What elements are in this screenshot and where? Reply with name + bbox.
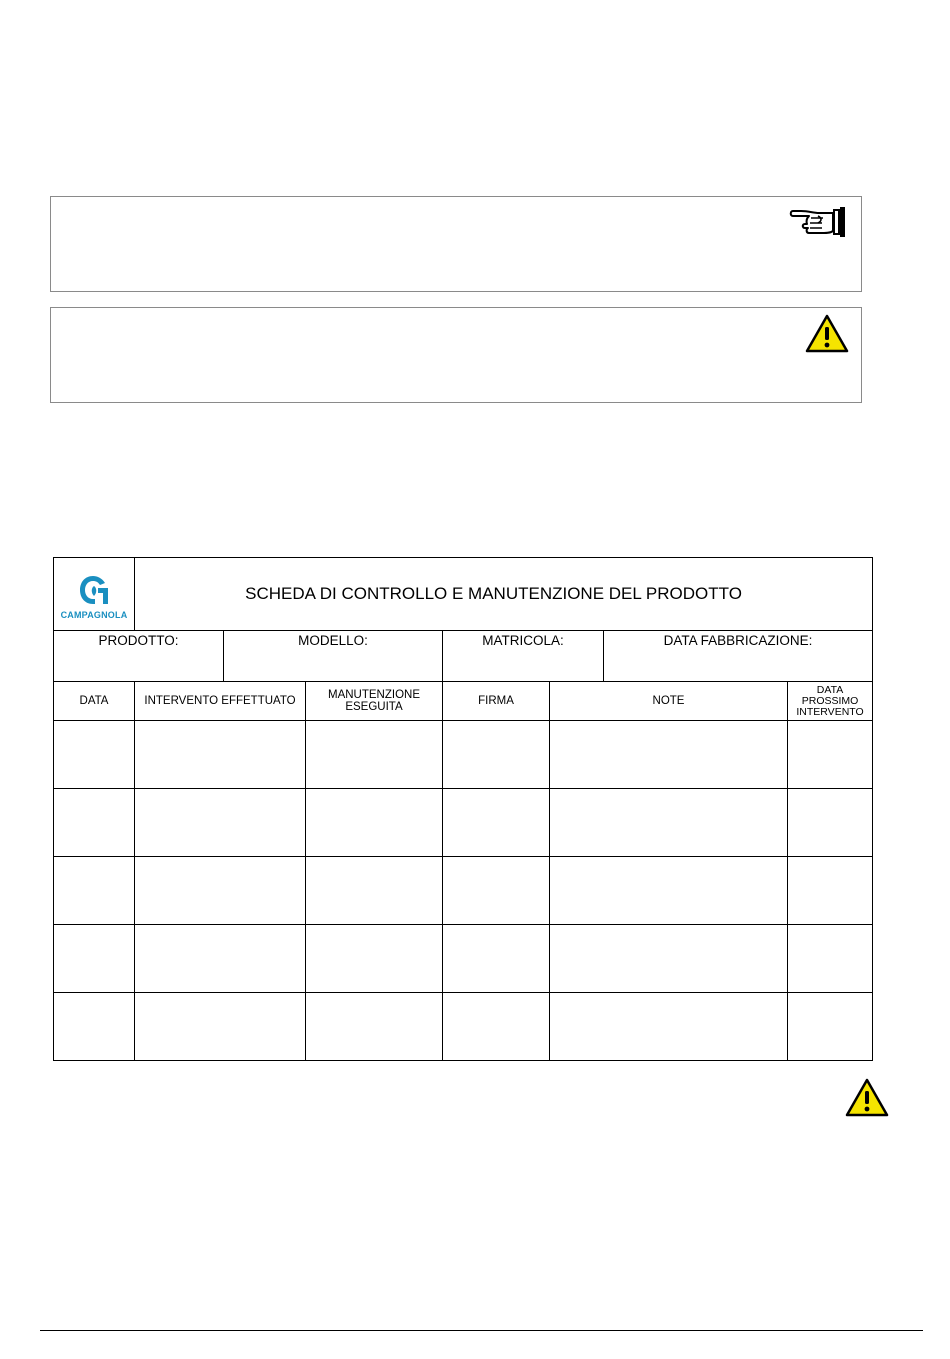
table-cell[interactable] — [306, 789, 443, 857]
table-cell[interactable] — [550, 789, 788, 857]
column-header-next-date: DATA PROSSIMO INTERVENTO — [788, 682, 873, 721]
warning-triangle-icon — [845, 1078, 889, 1123]
table-cell[interactable] — [443, 857, 550, 925]
column-header-signature: FIRMA — [443, 682, 550, 721]
table-cell[interactable] — [788, 789, 873, 857]
column-header-notes: NOTE — [550, 682, 788, 721]
table-row — [54, 925, 873, 993]
table-cell[interactable] — [443, 925, 550, 993]
table-cell[interactable] — [788, 721, 873, 789]
serial-number-field[interactable]: MATRICOLA: — [443, 631, 604, 682]
table-cell[interactable] — [135, 993, 306, 1061]
pointing-hand-icon — [789, 205, 847, 244]
table-cell[interactable] — [443, 721, 550, 789]
column-header-date: DATA — [54, 682, 135, 721]
table-cell[interactable] — [54, 925, 135, 993]
table-cell[interactable] — [306, 857, 443, 925]
table-cell[interactable] — [54, 857, 135, 925]
table-cell[interactable] — [135, 721, 306, 789]
table-cell[interactable] — [550, 993, 788, 1061]
model-field[interactable]: MODELLO: — [224, 631, 443, 682]
form-title: SCHEDA DI CONTROLLO E MANUTENZIONE DEL PRODOTTO — [135, 558, 873, 631]
table-cell[interactable] — [54, 721, 135, 789]
table-cell[interactable] — [54, 993, 135, 1061]
brand-name: CAMPAGNOLA — [60, 609, 128, 620]
product-field[interactable]: PRODOTTO: — [54, 631, 224, 682]
table-cell[interactable] — [135, 857, 306, 925]
table-cell[interactable] — [788, 857, 873, 925]
note-box — [50, 196, 862, 292]
table-cell[interactable] — [788, 993, 873, 1061]
logo — [54, 558, 135, 631]
table-row — [54, 721, 873, 789]
column-header-intervention: INTERVENTO EFFETTUATO — [135, 682, 306, 721]
maintenance-card-table — [53, 557, 873, 1061]
table-cell[interactable] — [135, 925, 306, 993]
column-header-maintenance: MANUTENZIONE ESEGUITA — [306, 682, 443, 721]
table-cell[interactable] — [306, 925, 443, 993]
table-cell[interactable] — [54, 789, 135, 857]
table-row — [54, 789, 873, 857]
table-cell[interactable] — [443, 789, 550, 857]
campagnola-logo-icon — [78, 575, 110, 609]
table-cell[interactable] — [443, 993, 550, 1061]
warning-triangle-icon — [805, 314, 849, 359]
table-row — [54, 857, 873, 925]
table-cell[interactable] — [550, 857, 788, 925]
table-cell[interactable] — [550, 925, 788, 993]
warning-box — [50, 307, 862, 403]
table-cell[interactable] — [135, 789, 306, 857]
manufacture-date-field[interactable]: DATA FABBRICAZIONE: — [604, 631, 873, 682]
table-cell[interactable] — [550, 721, 788, 789]
table-cell[interactable] — [306, 993, 443, 1061]
table-row — [54, 993, 873, 1061]
table-cell[interactable] — [788, 925, 873, 993]
table-cell[interactable] — [306, 721, 443, 789]
footer-divider — [40, 1330, 923, 1331]
